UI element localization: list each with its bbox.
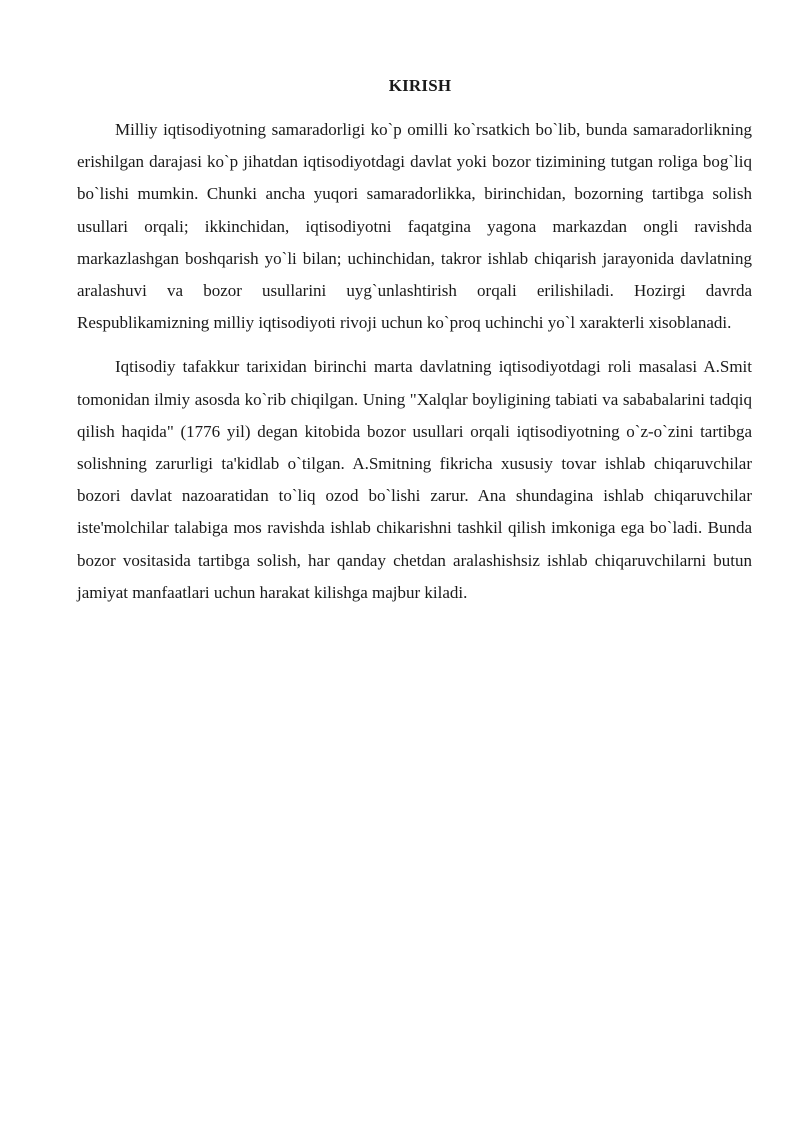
paragraph-2: Iqtisodiy tafakkur tarixidan birinchi marta davlatning iqtisodiyotdagi roli masalasi A.Smit tomonidan ilmiy asosda ko`rib chiqilgan. Uning "Xalqlar boyligining tabiati va sababalarini tadqiq qilish haqida" (1776 yil) degan kitobida bozor usullari orqali iqtisodiyotning o`z-o`zini tartibga solishning zarurligi ta'kidlab o`tilgan. A.Smitning fikricha xususiy tovar ishlab chiqaruvchilar bozori davlat nazoaratidan to`liq ozod bo`lishi zarur. Ana shundagina ishlab chiqaruvchilar iste'molchilar talabiga mos ravishda ishlab chikarishni tashkil qilish imkoniga ega bo`ladi. Bunda bozor vositasida tartibga solish, har qanday chetdan aralashishsiz ishlab chiqaruvchilarni butun jamiyat manfaatlari uchun harakat kilishga majbur kiladi. (77, 357, 752, 602)
page-title: KIRISH (388, 76, 452, 95)
paragraph-1: Milliy iqtisodiyotning samaradorligi ko`p omilli ko`rsatkich bo`lib, bunda samaradorlikning erishilgan darajasi ko`p jihatdan iqtisodiyotdagi davlat yoki bozor tizimining tutgan roliga bog`liq bo`lishi mumkin. Chunki ancha yuqori samaradorlikka, birinchidan, bozorning tartibga solish usullari orqali; ikkinchidan, iqtisodiyotni faqatgina yagona markazdan ongli ravishda markazlashgan boshqarish yo`li bilan; uchinchidan, takror ishlab chiqarish jarayonida davlatning aralashuvi va bozor usullarini uyg`unlashtirish orqali erilishiladi. Hozirgi davrda Respublikamizning milliy iqtisodiyoti rivoji uchun ko`proq uchinchi yo`l xarakterli xisoblanadi. (77, 120, 752, 333)
